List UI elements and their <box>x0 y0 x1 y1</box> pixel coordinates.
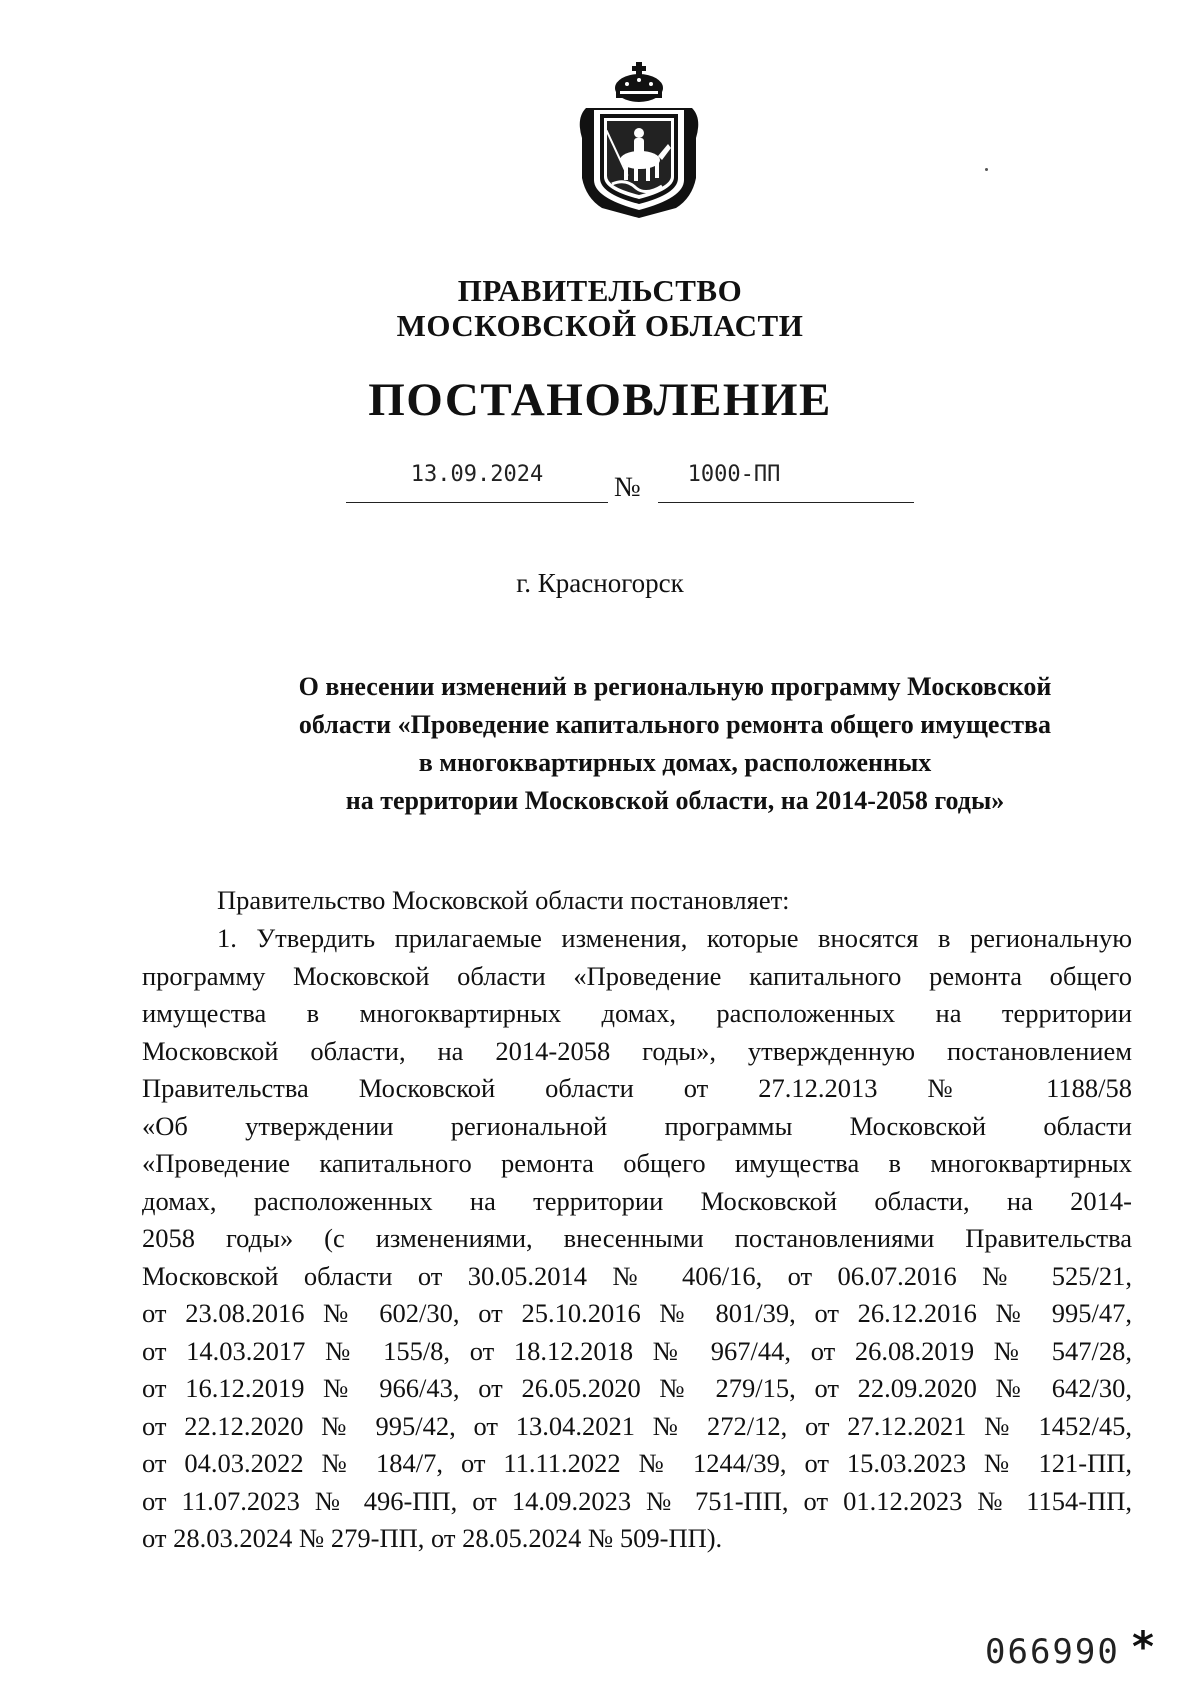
body-line: «Об утверждении региональной программы Московской области <box>142 1110 1132 1141</box>
body-line: от 23.08.2016 № 602/30, от 25.10.2016 № 801/39, от 26.12.2016 № 995/47, <box>142 1298 1132 1328</box>
authority-name-line1: ПРАВИТЕЛЬСТВО <box>457 273 743 308</box>
title-line: О внесении изменений в региональную программу Московской <box>298 672 1052 701</box>
scan-speck <box>985 168 988 171</box>
place-of-issue: г. Красногорск <box>516 568 684 598</box>
document-date: 13.09.2024 <box>410 462 544 487</box>
serial-star-mark: * <box>1132 1622 1154 1671</box>
body-line: от 16.12.2019 № 966/43, от 26.05.2020 № 279/15, от 22.09.2020 № 642/30, <box>142 1373 1132 1403</box>
authority-name-line2: МОСКОВСКОЙ ОБЛАСТИ <box>396 308 804 343</box>
resolution-intro: Правительство Московской области постановляет: <box>217 885 790 915</box>
body-line: «Проведение капитального ремонта общего имущества в многоквартирных <box>142 1148 1132 1178</box>
body-line: имущества в многоквартирных домах, расположенных на территории <box>142 998 1132 1028</box>
title-line: области «Проведение капитального ремонта общего имущества <box>298 710 1052 739</box>
title-line: в многоквартирных домах, расположенных <box>418 748 932 777</box>
document-title <box>250 668 1100 820</box>
document-type-heading: ПОСТАНОВЛЕНИЕ <box>368 374 832 426</box>
coat-of-arms-emblem <box>572 58 706 220</box>
body-line: Московской области, на 2014-2058 годы», утвержденную постановлением <box>142 1035 1132 1066</box>
document-serial-number: 066990 <box>985 1632 1120 1672</box>
body-line: от 04.03.2022 № 184/7, от 11.11.2022 № 1244/39, от 15.03.2023 № 121-ПП, <box>142 1448 1132 1478</box>
body-line: 1. Утвердить прилагаемые изменения, которые вносятся в региональную <box>217 923 1132 953</box>
body-line: от 11.07.2023 № 496-ПП, от 14.09.2023 № 751-ПП, от 01.12.2023 № 1154-ПП, <box>142 1485 1132 1516</box>
body-line: Правительства Московской области от 27.12.2013 № 1188/58 <box>142 1073 1132 1103</box>
number-sign-label: № <box>614 472 641 503</box>
document-number-field <box>658 462 914 503</box>
document-number: 1000-ПП <box>687 462 781 487</box>
body-line: от 28.03.2024 № 279-ПП, от 28.05.2024 № 509-ПП). <box>142 1523 723 1553</box>
body-line: 2058 годы» (с изменениями, внесенными постановлениями Правительства <box>142 1223 1132 1253</box>
title-line: на территории Московской области, на 2014-2058 годы» <box>345 786 1005 815</box>
resolution-body <box>142 920 1132 1558</box>
body-line: Московской области от 30.05.2014 № 406/16, от 06.07.2016 № 525/21, <box>142 1260 1132 1291</box>
body-line: домах, расположенных на территории Московской области, на 2014- <box>142 1185 1132 1216</box>
document-date-field <box>346 462 608 503</box>
body-line: от 22.12.2020 № 995/42, от 13.04.2021 № 272/12, от 27.12.2021 № 1452/45, <box>142 1410 1132 1441</box>
body-line: программу Московской области «Проведение капитального ремонта общего <box>142 960 1132 991</box>
coat-of-arms-icon <box>572 58 706 220</box>
body-line: от 14.03.2017 № 155/8, от 18.12.2018 № 967/44, от 26.08.2019 № 547/28, <box>142 1335 1132 1366</box>
